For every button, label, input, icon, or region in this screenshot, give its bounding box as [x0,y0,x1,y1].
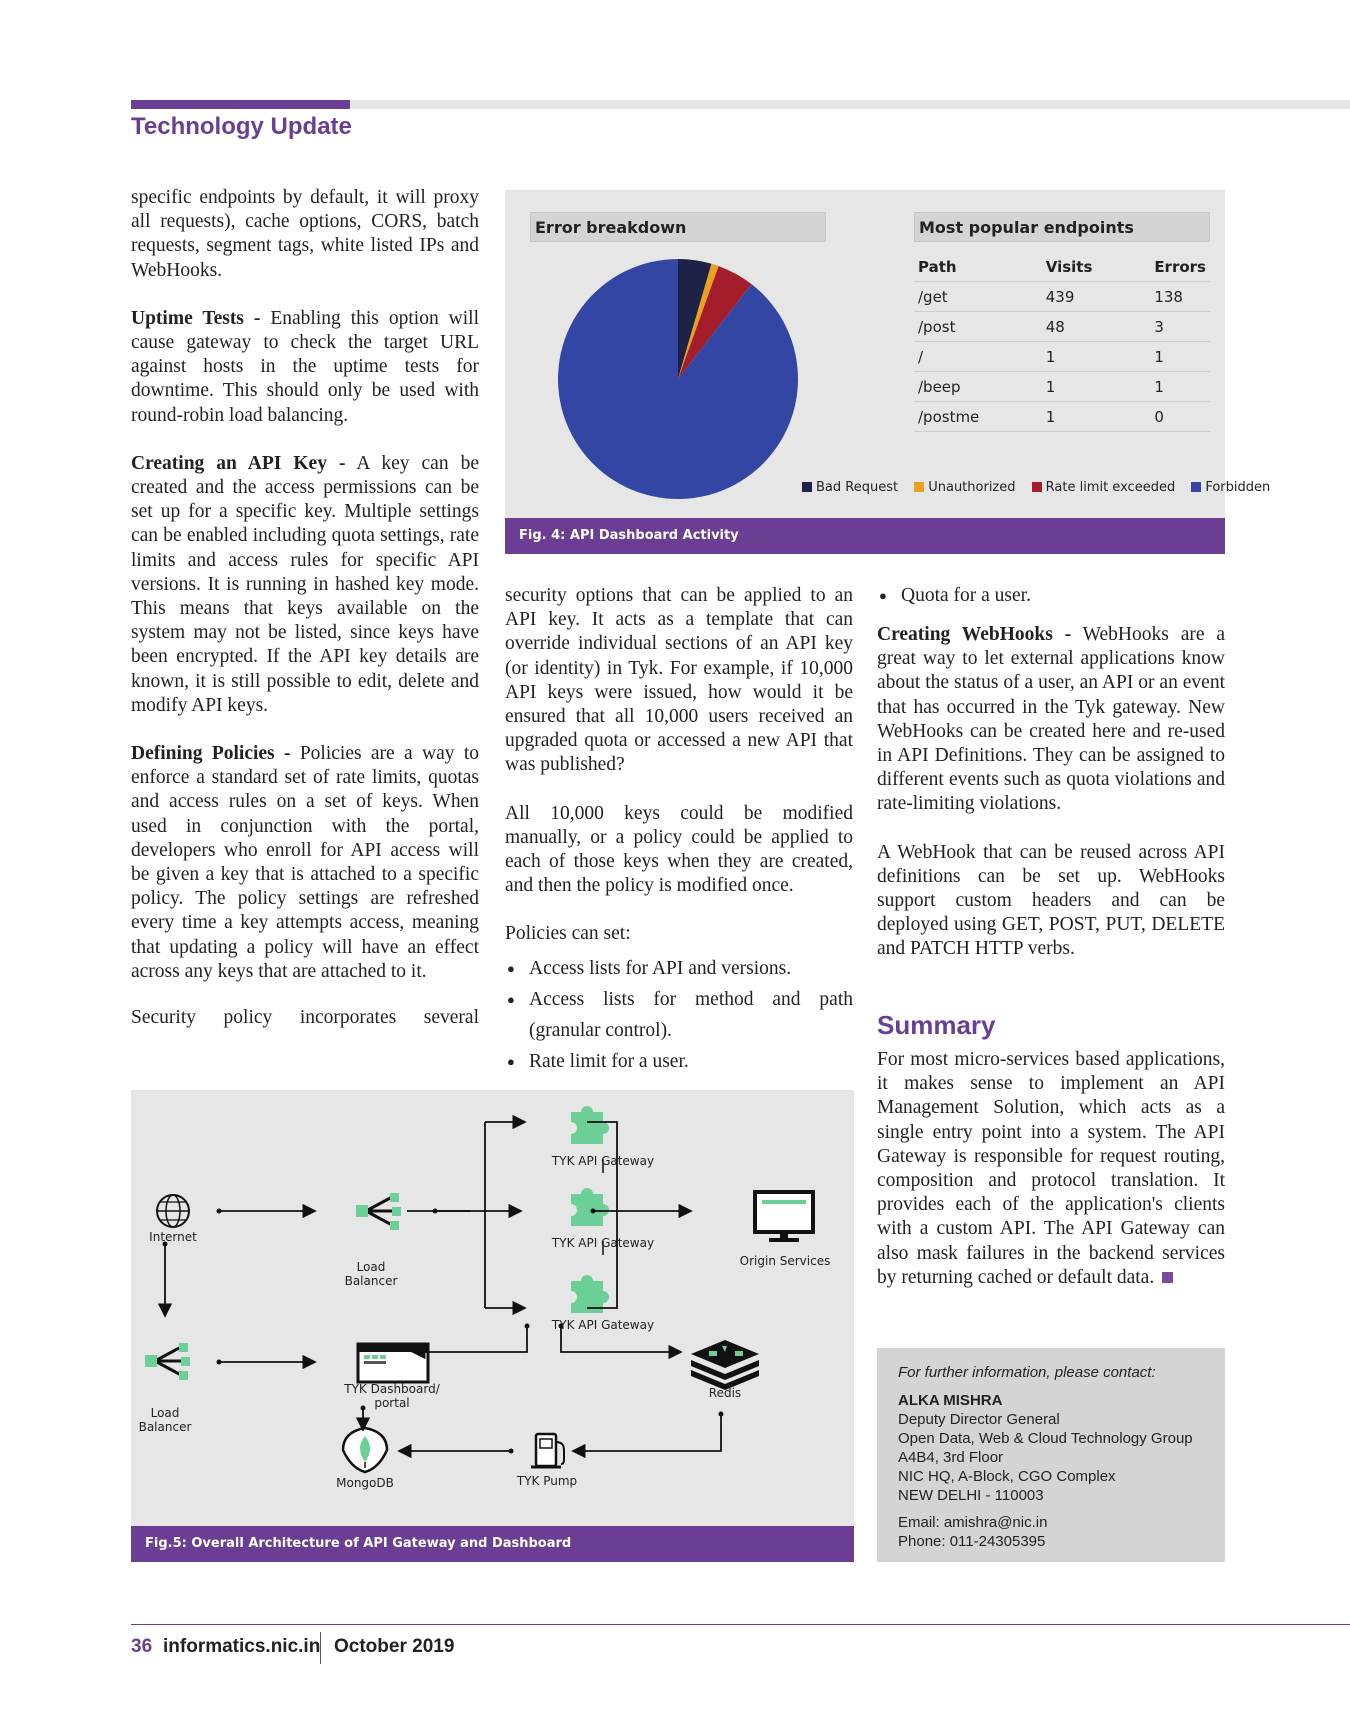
load-balancer-icon [145,1343,190,1380]
gateway-puzzle-icon [571,1106,609,1144]
error-breakdown-title: Error breakdown [530,212,826,242]
summary-text: For most micro-services based applications, it makes sense to implement an API Management Solution, which acts as a single entry point into a system. The API Gateway is responsible for request routing, composition and protocol translation. It provides each of the application's clients with a custom API. The API Gateway can also mask failures in the backend services by returning cached or default data. [877,1049,1225,1288]
fig5-caption: Fig.5: Overall Architecture of API Gateway and Dashboard [145,1536,572,1551]
node-label-gateway: TYK API Gateway [551,1154,655,1168]
paragraph: Policies can set: [505,923,631,945]
cell-visits: 439 [1042,282,1151,312]
mongodb-icon [343,1428,387,1472]
contact-line: Deputy Director General [898,1411,1060,1428]
contact-line: NEW DELHI - 110003 [898,1487,1044,1504]
node-label-load-balancer: Load Balancer [138,1406,192,1434]
paragraph-text: A key can be created and the access permissions can be set up for a specific key. Multiple settings can be enabled including quota settings, rate limits and access rules for specific API versions. It is running in hashed key mode. This means that keys available on the system may not be listed, since keys have been encrypted. If the API key details are known, it is still possible to edit, delete and modify API keys. [131,452,479,716]
error-pie-chart [553,254,803,504]
node-label-origin-services: Origin Services [739,1254,831,1268]
table-header-row [914,252,1210,282]
paragraph-heading: Uptime Tests - [131,307,261,329]
paragraph-webhooks [877,623,1225,817]
footer-site[interactable]: informatics.nic.in [163,1636,321,1657]
legend-swatch [1191,482,1201,492]
header-rule [350,100,1350,109]
cell-visits: 1 [1042,402,1151,432]
contact-phone: Phone: 011-24305395 [898,1533,1046,1550]
popular-endpoints-title: Most popular endpoints [914,212,1210,242]
paragraph: specific endpoints by default, it will proxy all requests), cache options, CORS, batch requests, segment tags, white listed IPs and WebHooks. [131,187,479,281]
monitor-icon [755,1192,813,1242]
legend-entry: Unauthorized [928,480,1016,495]
cell-visits: 1 [1042,342,1151,372]
cell-visits: 48 [1042,312,1151,342]
paragraph-text: Policies are a way to enforce a standard set of rate limits, quotas and access rules on a set of keys. When used in conjunction with the portal, developers who enroll for API access will be given a key that is attached to a specific policy. The policy settings are refreshed every time a key attempts access, meaning that updating a policy will have an effect across any keys that are attached to it. [131,743,479,982]
table-row [914,342,1210,372]
cell-errors: 138 [1150,282,1210,312]
pie-slice-forbidden [558,259,798,499]
column-3 [877,580,1225,962]
legend-swatch [1032,482,1042,492]
paragraph-heading: Defining Policies - [131,743,291,765]
load-balancer-icon [356,1193,401,1230]
column-1 [131,186,479,1030]
contact-name: ALKA MISHRA [898,1392,1003,1409]
section-title: Technology Update [131,113,352,140]
paragraph-heading: Creating WebHooks - [877,624,1072,645]
paragraph-api-key [131,452,479,718]
list-item: ● Access lists for API and versions. [505,953,853,984]
legend-swatch [802,482,812,492]
policy-list-continued [877,580,1225,611]
table-row [914,402,1210,432]
node-label-load-balancer: Load Balancer [344,1260,398,1288]
list-item: ● Rate limit for a user. [505,1046,853,1077]
contact-intro: For further information, please contact: [898,1364,1156,1381]
summary-heading: Summary [877,1010,996,1040]
fig4-dashboard-activity [505,190,1271,518]
cell-path: /get [914,282,1042,312]
pie-legend [790,480,1270,495]
paragraph: Security policy incorporates several [131,1007,479,1029]
legend-entry: Bad Request [816,480,899,495]
header-accent-bar [131,100,350,109]
redis-icon [691,1340,759,1390]
list-item: ● Access lists for method and path (granular control). [505,984,853,1046]
contact-line: NIC HQ, A-Block, CGO Complex [898,1468,1116,1485]
legend-swatch [914,482,924,492]
contact-line: Open Data, Web & Cloud Technology Group [898,1430,1193,1447]
cell-visits: 1 [1042,372,1151,402]
node-label-pump: TYK Pump [516,1474,578,1488]
paragraph: security options that can be applied to an API key. It acts as a template that can override individual sections of an API key (or identity) in Tyk. For example, if 10,000 API keys were issued, how would it be ensured that all 10,000 users received an upgraded quota or accessed a new API that was published? [505,585,853,776]
policy-list [505,953,853,1077]
column-header-visits: Visits [1042,252,1151,282]
column-header-path: Path [914,252,1042,282]
cell-errors: 0 [1150,402,1210,432]
page-number: 36 [131,1636,153,1657]
node-label-redis: Redis [708,1386,742,1400]
node-label-gateway: TYK API Gateway [551,1318,655,1332]
fig4-caption-bar [505,518,1225,554]
cell-path: / [914,342,1042,372]
table-row [914,372,1210,402]
dashboard-window-icon [358,1344,428,1382]
architecture-svg [131,1090,854,1526]
cell-errors: 1 [1150,342,1210,372]
node-label-mongodb: MongoDB [336,1476,394,1490]
contact-line: A4B4, 3rd Floor [898,1449,1004,1466]
fig4-caption: Fig. 4: API Dashboard Activity [519,528,739,543]
paragraph: All 10,000 keys could be modified manually, or a policy could be applied to each of those keys when they are created, and then the policy is modified once. [505,802,853,897]
legend-entry: Forbidden [1205,480,1271,495]
paragraph-policies [131,742,479,984]
column-2 [505,584,853,1077]
cell-path: /post [914,312,1042,342]
fig5-caption-bar [131,1526,854,1562]
fuel-pump-icon [531,1434,564,1467]
legend-entry: Rate limit exceeded [1045,480,1176,495]
cell-path: /beep [914,372,1042,402]
paragraph-text: WebHooks are a great way to let external applications know about the status of a user, an API or an event that has occurred in the Tyk gateway. New WebHooks can be created here and re-used in API Definitions. They can be assigned to different events such as quota violations and rate-limiting violations. [877,624,1225,815]
paragraph: A WebHook that can be reused across API definitions can be set up. WebHooks support custom headers and can be deployed using GET, POST, PUT, DELETE and PATCH HTTP verbs. [877,841,1225,960]
cell-path: /postme [914,402,1042,432]
summary-paragraph [877,1048,1225,1290]
paragraph-heading: Creating an API Key - [131,452,346,474]
node-label-dashboard: TYK Dashboard/ portal [344,1382,440,1410]
cell-errors: 1 [1150,372,1210,402]
node-label-internet: Internet [149,1230,197,1244]
footer-date: October 2019 [334,1636,455,1657]
footer-rule [131,1624,1350,1625]
contact-email[interactable]: Email: amishra@nic.in [898,1514,1048,1531]
column-header-errors: Errors [1150,252,1210,282]
fig5-architecture-diagram [131,1090,854,1526]
paragraph-uptime-tests [131,307,479,428]
node-label-gateway: TYK API Gateway [551,1236,655,1250]
summary-body [877,1048,1225,1290]
end-mark-icon [1162,1272,1173,1283]
table-row [914,282,1210,312]
cell-errors: 3 [1150,312,1210,342]
paragraph-text: Enabling this option will cause gateway to check the target URL against hosts in the uptime tests for downtime. This should only be used with round-robin load balancing. [131,307,480,426]
footer-divider [320,1632,321,1664]
list-item: ● Quota for a user. [877,580,1225,611]
contact-box [877,1348,1225,1562]
table-row [914,312,1210,342]
gateway-puzzle-icon [571,1188,609,1226]
endpoints-table [914,252,1210,432]
globe-icon [157,1195,189,1227]
